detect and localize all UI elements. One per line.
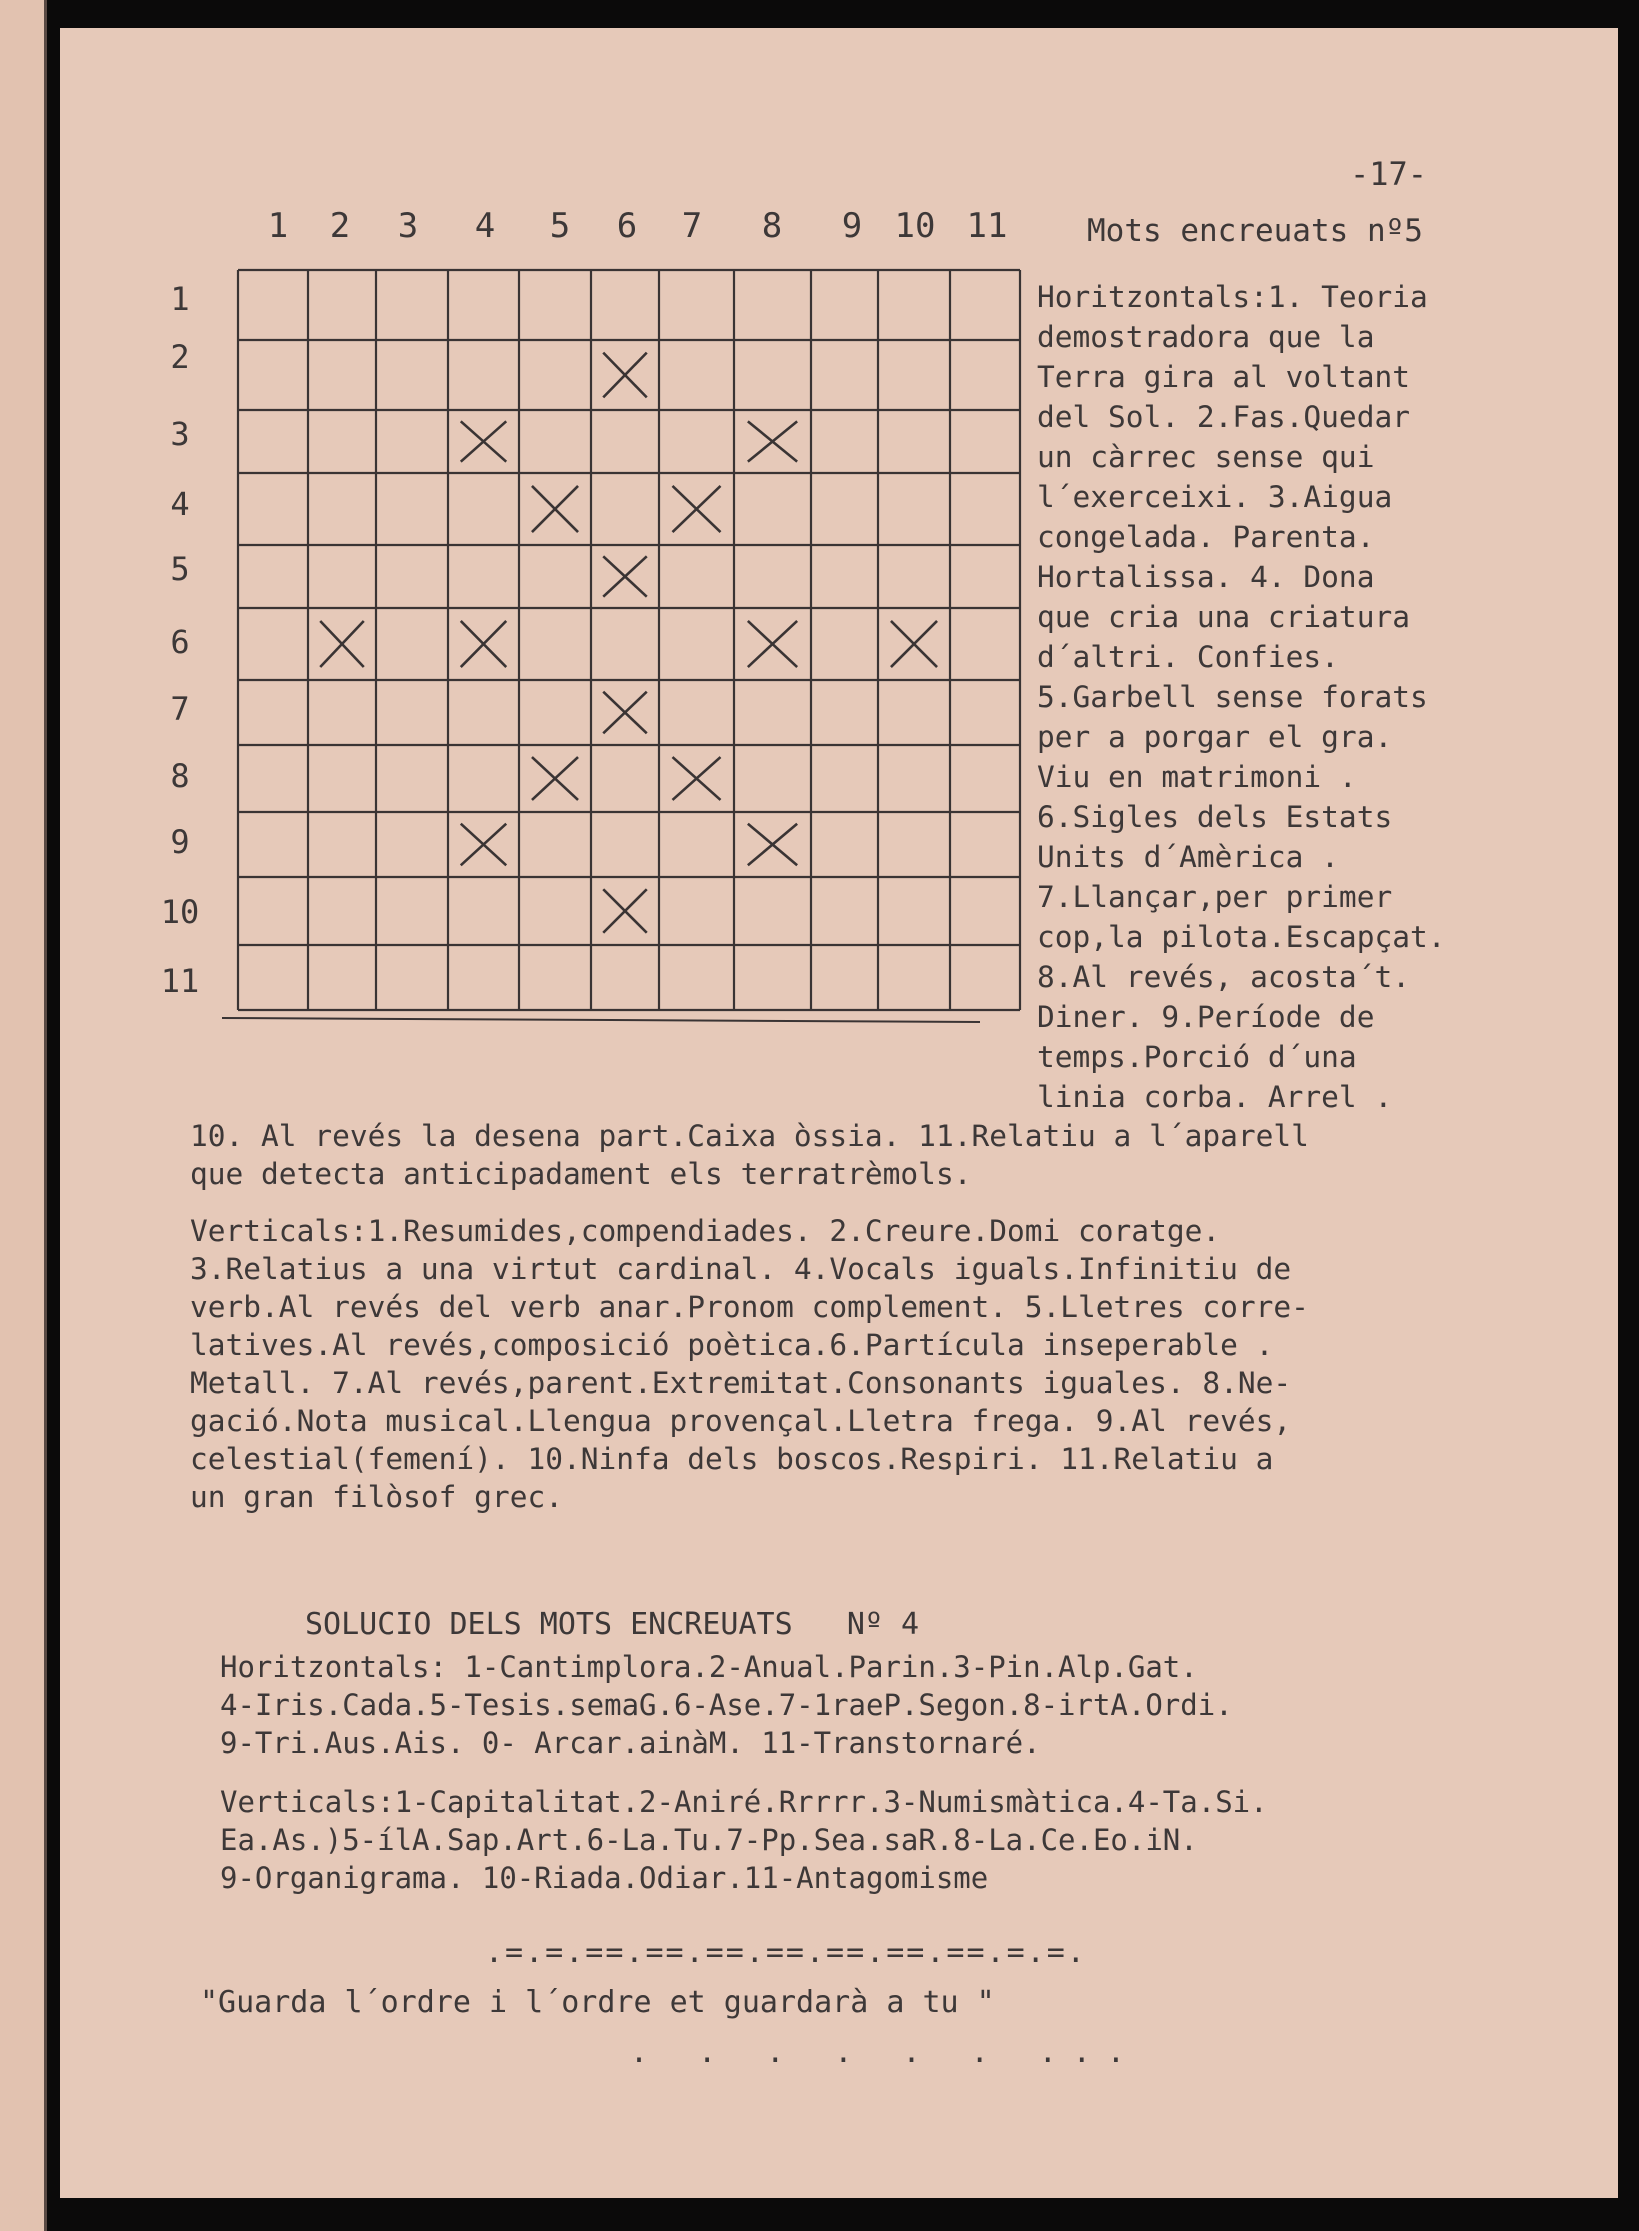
col-number: 5 — [549, 206, 571, 246]
clue-line: temps.Porció d´una — [1037, 1040, 1357, 1074]
cross-mark — [673, 757, 721, 800]
col-number: 3 — [397, 206, 419, 246]
cross-mark — [603, 692, 647, 734]
closing-dots: . . . . . . ... — [630, 2035, 1141, 2070]
clue-line: 5.Garbell sense forats — [1037, 680, 1428, 714]
cross-mark — [748, 824, 797, 866]
clue-line: que cria una criatura — [1037, 600, 1410, 634]
cross-mark — [748, 421, 797, 461]
clue-line: l´exerceixi. 3.Aigua — [1037, 480, 1393, 514]
solution-line: Verticals:1-Capitalitat.2-Aniré.Rrrrr.3-Numismàtica.4-Ta.Si. — [220, 1785, 1268, 1819]
clue-line: Hortalissa. 4. Dona — [1037, 560, 1375, 594]
row-number: 2 — [170, 338, 190, 376]
clue-line: Verticals:1.Resumides,compendiades. 2.Creure.Domi coratge. — [190, 1214, 1221, 1248]
col-number: 4 — [474, 206, 496, 246]
cross-mark — [532, 486, 578, 532]
cross-mark — [461, 621, 506, 667]
row-number: 7 — [170, 690, 190, 728]
row-number: 8 — [170, 757, 190, 795]
clue-line: 8.Al revés, acosta´t. — [1037, 960, 1410, 994]
cross-mark — [748, 621, 797, 667]
col-number: 9 — [841, 206, 863, 246]
clue-line: Metall. 7.Al revés,parent.Extremitat.Consonants iguales. 8.Ne- — [190, 1366, 1292, 1400]
clue-line: verb.Al revés del verb anar.Pronom complement. 5.Lletres corre- — [190, 1290, 1309, 1324]
cross-mark — [603, 556, 647, 596]
clue-line: demostradora que la — [1037, 320, 1375, 354]
clue-line: del Sol. 2.Fas.Quedar — [1037, 400, 1410, 434]
clue-line: un càrrec sense qui — [1037, 440, 1375, 474]
row-number: 4 — [170, 485, 190, 523]
row-number: 1 — [170, 280, 190, 318]
clue-line: Units d´Amèrica . — [1037, 840, 1339, 874]
horizontal-clues — [1037, 277, 1446, 1117]
col-number: 10 — [894, 206, 936, 246]
crossword-title: Mots encreuats nº5 — [1087, 213, 1423, 249]
row-number: 9 — [170, 823, 190, 861]
clue-line: 6.Sigles dels Estats — [1037, 800, 1393, 834]
page-number: -17- — [1350, 155, 1428, 193]
clue-line: cop,la pilota.Escapçat. — [1037, 920, 1446, 954]
solution-line: 9-Organigrama. 10-Riada.Odiar.11-Antagomisme — [220, 1861, 989, 1895]
clue-line: que detecta anticipadament els terratrèmols. — [190, 1157, 972, 1191]
solution-line: Ea.As.)5-ílA.Sap.Art.6-La.Tu.7-Pp.Sea.saR.8-La.Ce.Eo.iN. — [220, 1823, 1198, 1857]
solution-title: SOLUCIO DELS MOTS ENCREUATS Nº 4 — [305, 1607, 920, 1642]
cross-mark — [532, 757, 578, 800]
solution-verticals — [220, 1783, 1268, 1897]
clue-line: celestial(femení). 10.Ninfa dels boscos.Respiri. 11.Relatiu a — [190, 1442, 1274, 1476]
clue-line: congelada. Parenta. — [1037, 520, 1375, 554]
clue-line: d´altri. Confies. — [1037, 640, 1339, 674]
clue-line: 3.Relatius a una virtut cardinal. 4.Vocals iguals.Infinitiu de — [190, 1252, 1292, 1286]
cross-mark — [461, 421, 506, 461]
col-number: 2 — [329, 206, 351, 246]
clue-line: per a porgar el gra. — [1037, 720, 1393, 754]
row-number: 3 — [170, 415, 190, 453]
clue-line: 10. Al revés la desena part.Caixa òssia. 11.Relatiu a l´aparell — [190, 1119, 1309, 1153]
col-number: 1 — [267, 206, 289, 246]
cross-mark — [891, 621, 937, 667]
clue-line: un gran filòsof grec. — [190, 1480, 563, 1514]
clue-line: linia corba. Arrel . — [1037, 1080, 1393, 1114]
cross-mark — [603, 353, 647, 398]
cross-mark — [673, 486, 721, 532]
col-number: 7 — [681, 206, 703, 246]
clue-line: Viu en matrimoni . — [1037, 760, 1357, 794]
separator-line: .=.=.==.==.==.==.==.==.==.=.=. — [485, 1935, 1087, 1970]
row-number: 11 — [160, 962, 200, 1000]
cross-mark — [320, 621, 364, 667]
clue-line: gació.Nota musical.Llengua provençal.Lletra frega. 9.Al revés, — [190, 1404, 1292, 1438]
col-number: 11 — [966, 206, 1008, 246]
clue-line: Diner. 9.Període de — [1037, 1000, 1375, 1034]
horizontal-clues-continued — [190, 1117, 1309, 1193]
row-number: 5 — [170, 550, 190, 588]
cross-mark — [461, 824, 506, 866]
cross-mark — [603, 889, 647, 933]
clue-line: latives.Al revés,composició poètica.6.Partícula inseperable . — [190, 1328, 1274, 1362]
solution-horizontals — [220, 1648, 1233, 1762]
solution-line: Horitzontals: 1-Cantimplora.2-Anual.Parin.3-Pin.Alp.Gat. — [220, 1650, 1198, 1684]
quote: "Guarda l´ordre i l´ordre et guardarà a tu " — [200, 1985, 995, 2020]
clue-line: 7.Llançar,per primer — [1037, 880, 1393, 914]
row-number: 6 — [170, 623, 190, 661]
vertical-clues — [190, 1212, 1309, 1516]
grid-bottom-edge — [222, 1018, 980, 1022]
col-number: 8 — [761, 206, 783, 246]
clue-line: Terra gira al voltant — [1037, 360, 1410, 394]
col-number: 6 — [616, 206, 638, 246]
row-number: 10 — [160, 893, 200, 931]
clue-line: Horitzontals:1. Teoria — [1037, 280, 1428, 314]
solution-line: 4-Iris.Cada.5-Tesis.semaG.6-Ase.7-1raeP.Segon.8-irtA.Ordi. — [220, 1688, 1233, 1722]
solution-line: 9-Tri.Aus.Ais. 0- Arcar.ainàM. 11-Transtornaré. — [220, 1726, 1041, 1760]
